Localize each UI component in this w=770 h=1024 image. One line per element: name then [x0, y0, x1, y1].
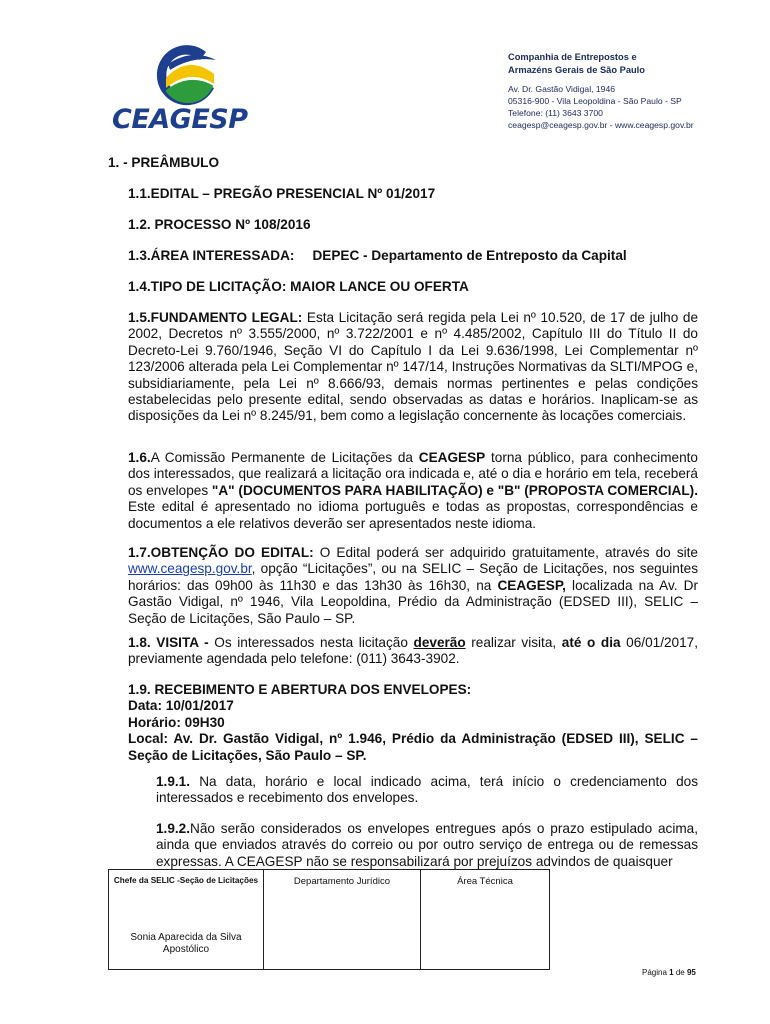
- signature-cell-area-tecnica: [420, 870, 549, 970]
- signature-cell-juridico: [263, 870, 420, 970]
- heading-area-interessada: [128, 248, 627, 263]
- recebimento-horario: Horário: 09H30: [128, 714, 225, 730]
- page-current: 1: [669, 968, 674, 977]
- heading-tipo-licitacao: 1.4.TIPO DE LICITAÇÃO: MAIOR LANCE OU OFERTA: [128, 279, 469, 294]
- ceagesp-site-link[interactable]: www.ceagesp.gov.br: [128, 561, 252, 577]
- signature-table: [108, 869, 550, 970]
- page-prefix: Página: [642, 968, 670, 977]
- area-label: 1.3.ÁREA INTERESSADA:: [128, 248, 295, 263]
- visita-label: 1.8. VISITA -: [128, 635, 209, 650]
- comissao-text-e: Este edital é apresentado no idioma português e todas as propostas, correspondências e documentos a ele relativos deverão ser apresentados neste idioma.: [128, 499, 698, 531]
- juridico-title: Departamento Jurídico: [293, 876, 390, 887]
- recebimento-title: 1.9. RECEBIMENTO E ABERTURA DOS ENVELOPES:: [128, 682, 472, 697]
- company-name-line-1: Companhia de Entrepostos e: [508, 52, 637, 62]
- recebimento-data: Data: 10/01/2017: [128, 698, 234, 714]
- visita-ate-o-dia: até o dia: [561, 635, 621, 650]
- p192-text: Não serão considerados os envelopes entregues após o prazo estipulado acima, ainda que enviados através do correio ou por outro serviço de entrega ou de remessas expressas. A CEAGESP não se responsabilizará por prejuízos advindos de quaisquer: [156, 821, 698, 869]
- signature-cell-selic: [109, 870, 264, 970]
- page-total: 95: [686, 968, 696, 977]
- heading-processo: 1.2. PROCESSO Nº 108/2016: [128, 217, 311, 232]
- p192-label: 1.9.2.: [156, 821, 191, 836]
- page-number: [642, 968, 696, 977]
- obtencao-text-d: localizada na Av. Dr Gastão Vidigal, nº 1946, Vila Leopoldina, Prédio da Administração (EDSED III), SELIC – Seção de Licitações, São Paulo – SP.: [128, 577, 698, 626]
- address-line-2: 05316-900 - Vila Leopoldina - São Paulo - SP: [508, 96, 682, 106]
- paragraph-192: [156, 821, 698, 870]
- heading-edital: 1.1.EDITAL – PREGÃO PRESENCIAL Nº 01/2017: [128, 186, 436, 201]
- obtencao-text-b: , opção “Licitações”, ou na SELIC – Seção de Licitações, nos seguintes horários: das 09h00 às 11h30 e das 13h30 às 16h30, na: [128, 561, 698, 593]
- visita-deverao: deverão: [413, 635, 466, 650]
- company-name-line-2: Armazéns Gerais de São Paulo: [508, 64, 645, 75]
- visita-text-e: 06/01/2017, previamente agendada pelo telefone: (011) 3643-3902.: [128, 635, 698, 667]
- obtencao-ceagesp: CEAGESP,: [497, 577, 566, 593]
- p191-label: 1.9.1.: [156, 774, 191, 789]
- p191-text: Na data, horário e local indicado acima, terá início o credenciamento dos interessados e recebimento dos envelopes.: [156, 774, 698, 806]
- ceagesp-logo: [112, 44, 262, 136]
- heading-preambulo: 1. - PREÂMBULO: [108, 155, 220, 170]
- recebimento-local: Local: Av. Dr. Gastão Vidigal, nº 1.946, Prédio da Administração (EDSED III), SELIC – Seção de Licitações, São Paulo – SP.: [128, 731, 698, 763]
- section-recebimento: [128, 682, 698, 764]
- fundamento-label: 1.5.FUNDAMENTO LEGAL:: [128, 310, 303, 325]
- selic-title: Chefe da SELIC -Seção de Licitações: [113, 876, 259, 885]
- area-value: DEPEC - Departamento de Entreposto da Capital: [312, 248, 627, 263]
- company-info: [508, 51, 748, 131]
- paragraph-comissao: [128, 450, 698, 532]
- comissao-text-a: A Comissão Permanente de Licitações da: [150, 450, 419, 465]
- phone-line: Telefone: (11) 3643 3700: [508, 108, 603, 118]
- comissao-label: 1.6.: [128, 450, 151, 465]
- visita-text-a: Os interessados nesta licitação: [208, 635, 414, 650]
- comissao-envelopes: "A" (DOCUMENTOS PARA HABILITAÇÃO) e "B" (PROPOSTA COMERCIAL).: [211, 482, 698, 498]
- selic-signer: Sonia Aparecida da Silva Apostólico: [130, 932, 242, 955]
- address-line-1: Av. Dr. Gastão Vidigal, 1946: [508, 84, 616, 94]
- paragraph-obtencao-edital: [128, 545, 698, 627]
- logo-wordmark: CEAGESP: [112, 104, 248, 135]
- logo-emblem-icon: [156, 44, 220, 106]
- visita-text-c: realizar visita,: [465, 635, 562, 650]
- area-tecnica-title: Área Técnica: [457, 876, 513, 887]
- comissao-ceagesp: CEAGESP: [418, 450, 486, 465]
- obtencao-label: 1.7.OBTENÇÃO DO EDITAL:: [128, 545, 314, 560]
- paragraph-191: [156, 774, 698, 807]
- obtencao-text-a: O Edital poderá ser adquirido gratuitamente, através do site: [313, 545, 698, 560]
- paragraph-visita: [128, 635, 698, 668]
- paragraph-fundamento-legal: [128, 310, 698, 425]
- comissao-text-c: torna público, para conhecimento dos interessados, que realizará a licitação ora indicada e, até o dia e horário em tela, receberá os envelopes: [128, 450, 698, 498]
- fundamento-text: Esta Licitação será regida pela Lei nº 10.520, de 17 de julho de 2002, Decretos nº 3.555/2000, nº 3.722/2001 e nº 4.485/2002, Capítulo III do Título II do Decreto-Lei 9.760/1946, Seção VI do Capítulo I da Lei 9.636/1998, Lei Complementar nº 123/2006 alterada pela Lei Complementar nº 147/14, Instruções Normativas da SLTI/MPOG e, subsidiariamente, pela Lei nº 8.666/93, demais normas pertinentes e pelas condições estabelecidas pelo presente edital, sendo observadas as datas e horários. Inaplicam-se as disposições da Lei nº 8.245/91, bem como a legislação concernente às locações comerciais.: [128, 310, 699, 424]
- contact-line: ceagesp@ceagesp.gov.br - www.ceagesp.gov.br: [508, 120, 694, 130]
- page-sep: de: [673, 968, 687, 977]
